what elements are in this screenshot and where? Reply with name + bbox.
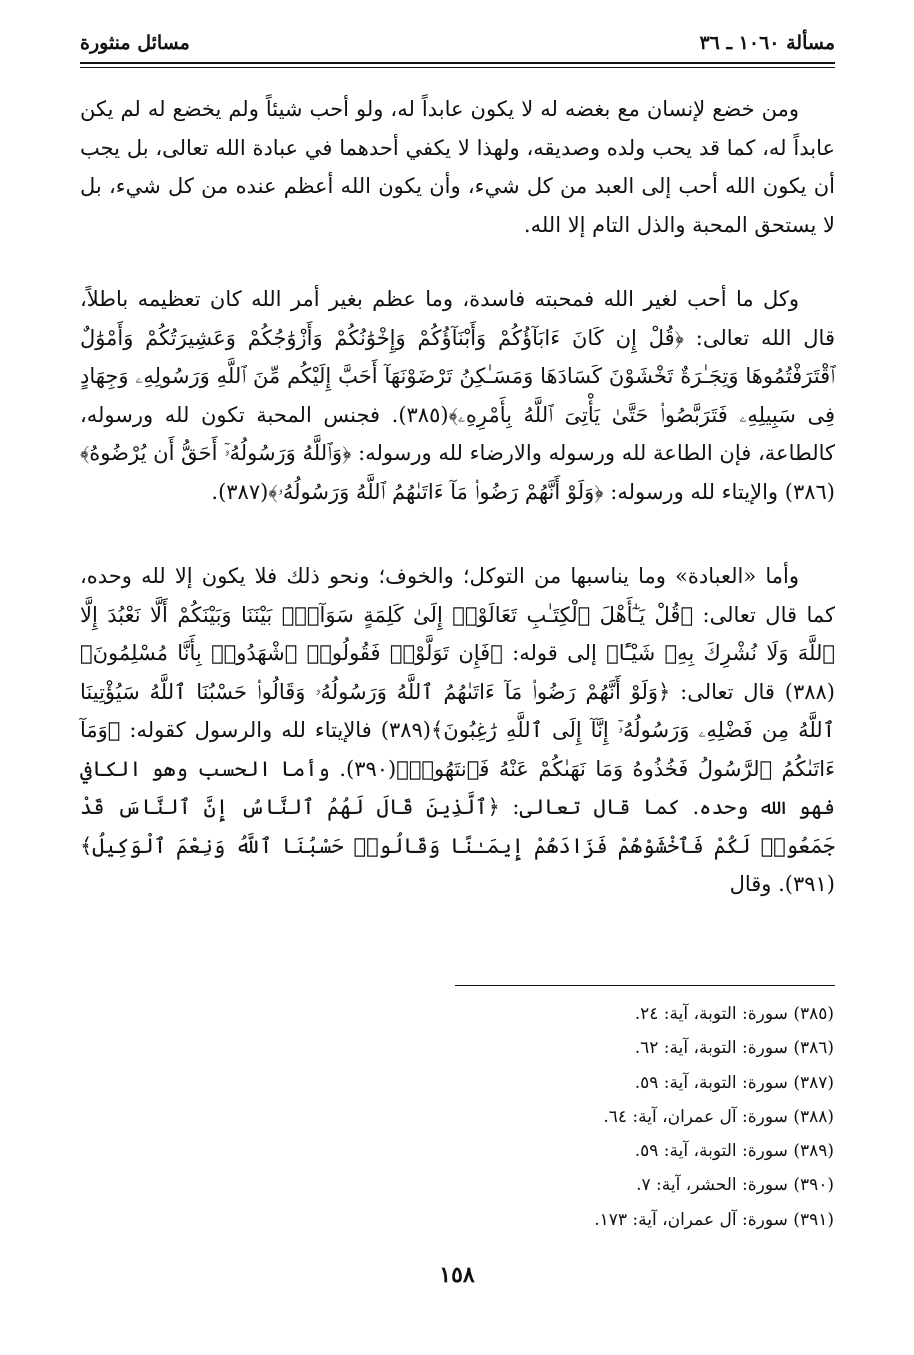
footnote-387: (٣٨٧) سورة: التوبة، آية: ٥٩. [634,1072,834,1093]
paragraph-3: وأما «العبادة» وما يناسبها من التوكل؛ والخوف؛ ونحو ذلك فلا يكون إلا لله وحده، كما قال تعالى: ﴿قُلْ يَـٰٓأَهْلَ ٱلْكِتَـٰبِ تَعَالَوْا۟ إِلَىٰ كَلِمَةٍ سَوَآءٍۭ بَيْنَنَا وَبَيْنَكُمْ أَلَّا نَعْبُدَ إِلَّا ٱللَّهَ وَلَا نُشْرِكَ بِهِۦ شَيْـًٔا﴾ إلى قوله: ﴿فَإِن تَوَلَّوْا۟ فَقُولُوا۟ ٱشْهَدُوا۟ بِأَنَّا مُسْلِمُونَ﴾(٣٨٨) قال تعالى: ﴿وَلَوْ أَنَّهُمْ رَضُوا۟ مَآ ءَاتَىٰهُمُ ٱللَّهُ وَرَسُولُهُۥ وَقَالُوا۟ حَسْبُنَا ٱللَّهُ سَيُؤْتِينَا ٱللَّهُ مِن فَضْلِهِۦ وَرَسُولُهُۥٓ إِنَّآ إِلَى ٱللَّهِ رَٰغِبُونَ﴾(٣٨٩) فالإيتاء لله والرسول كقوله: ﴿وَمَآ ءَاتَىٰكُمُ ٱلرَّسُولُ فَخُذُوهُ وَمَا نَهَىٰكُمْ عَنْهُ فَٱنتَهُوا۟﴾(٣٩٠). وأما الحسب وهو الكافي فهو الله وحده. كما قال تعالى: ﴿ٱلَّذِينَ قَالَ لَهُمُ ٱلنَّاسُ إِنَّ ٱلنَّاسَ قَدْ جَمَعُوا۟ لَكُمْ فَٱخْشَوْهُمْ فَزَادَهُمْ إِيمَـٰنًا وَقَالُوا۟ حَسْبُنَا ٱللَّهُ وَنِعْمَ ٱلْوَكِيلُ﴾(٣٩١). وقال [80,564,835,896]
header-book-title: مسائل منثورة [80,32,190,54]
page-number: ١٥٨ [439,1262,475,1288]
header-section-number: مسألة ١٠٦٠ ـ ٣٦ [699,32,835,54]
footnote-388: (٣٨٨) سورة: آل عمران، آية: ٦٤. [603,1106,834,1127]
footnote-390: (٣٩٠) سورة: الحشر، آية: ٧. [636,1175,834,1196]
paragraph-1: ومن خضع لإنسان مع بغضه له لا يكون عابداً له، ولو أحب شيئاً ولم يخضع له لم يكن عابداً له، كما قد يحب ولده وصديقه، ولهذا لا يكفي أحدهما في عبادة الله تعالى، بل يجب أن يكون الله أحب إلى العبد من كل شيء، وأن يكون الله أعظم عنده من كل شيء، بل لا يستحق المحبة والذل التام إلا الله. [80,97,835,237]
footnote-385: (٣٨٥) سورة: التوبة، آية: ٢٤. [634,1004,834,1024]
main-text [80,90,835,904]
footnote-separator [455,985,835,986]
footnote-389: (٣٨٩) سورة: التوبة، آية: ٥٩. [634,1141,834,1162]
header-rule-thin [80,67,835,68]
footnote-386: (٣٨٦) سورة: التوبة، آية: ٦٢. [634,1038,834,1059]
footnotes [594,997,834,1237]
header-rule-thick [80,62,835,64]
running-header [80,26,835,62]
paragraph-2: وكل ما أحب لغير الله فمحبته فاسدة، وما عظم بغير أمر الله كان تعظيمه باطلاً، قال الله تعالى: ﴿قُلْ إِن كَانَ ءَابَآؤُكُمْ وَأَبْنَآؤُكُمْ وَإِخْوَٰنُكُمْ وَأَزْوَٰجُكُمْ وَعَشِيرَتُكُمْ وَأَمْوَٰلٌ ٱقْتَرَفْتُمُوهَا وَتِجَـٰرَةٌ تَخْشَوْنَ كَسَادَهَا وَمَسَـٰكِنُ تَرْضَوْنَهَآ أَحَبَّ إِلَيْكُم مِّنَ ٱللَّهِ وَرَسُولِهِۦ وَجِهَادٍ فِى سَبِيلِهِۦ فَتَرَبَّصُوا۟ حَتَّىٰ يَأْتِىَ ٱللَّهُ بِأَمْرِهِۦ﴾(٣٨٥). فجنس المحبة تكون لله ورسوله، كالطاعة، فإن الطاعة لله ورسوله والارضاء لله ورسوله: ﴿وَٱللَّهُ وَرَسُولُهُۥٓ أَحَقُّ أَن يُرْضُوهُ﴾(٣٨٦) والإيتاء لله ورسوله: ﴿وَلَوْ أَنَّهُمْ رَضُوا۟ مَآ ءَاتَىٰهُمُ ٱللَّهُ وَرَسُولُهُۥ﴾(٣٨٧). [80,287,835,504]
footnote-391: (٣٩١) سورة: آل عمران، آية: ١٧٣. [594,1209,834,1230]
